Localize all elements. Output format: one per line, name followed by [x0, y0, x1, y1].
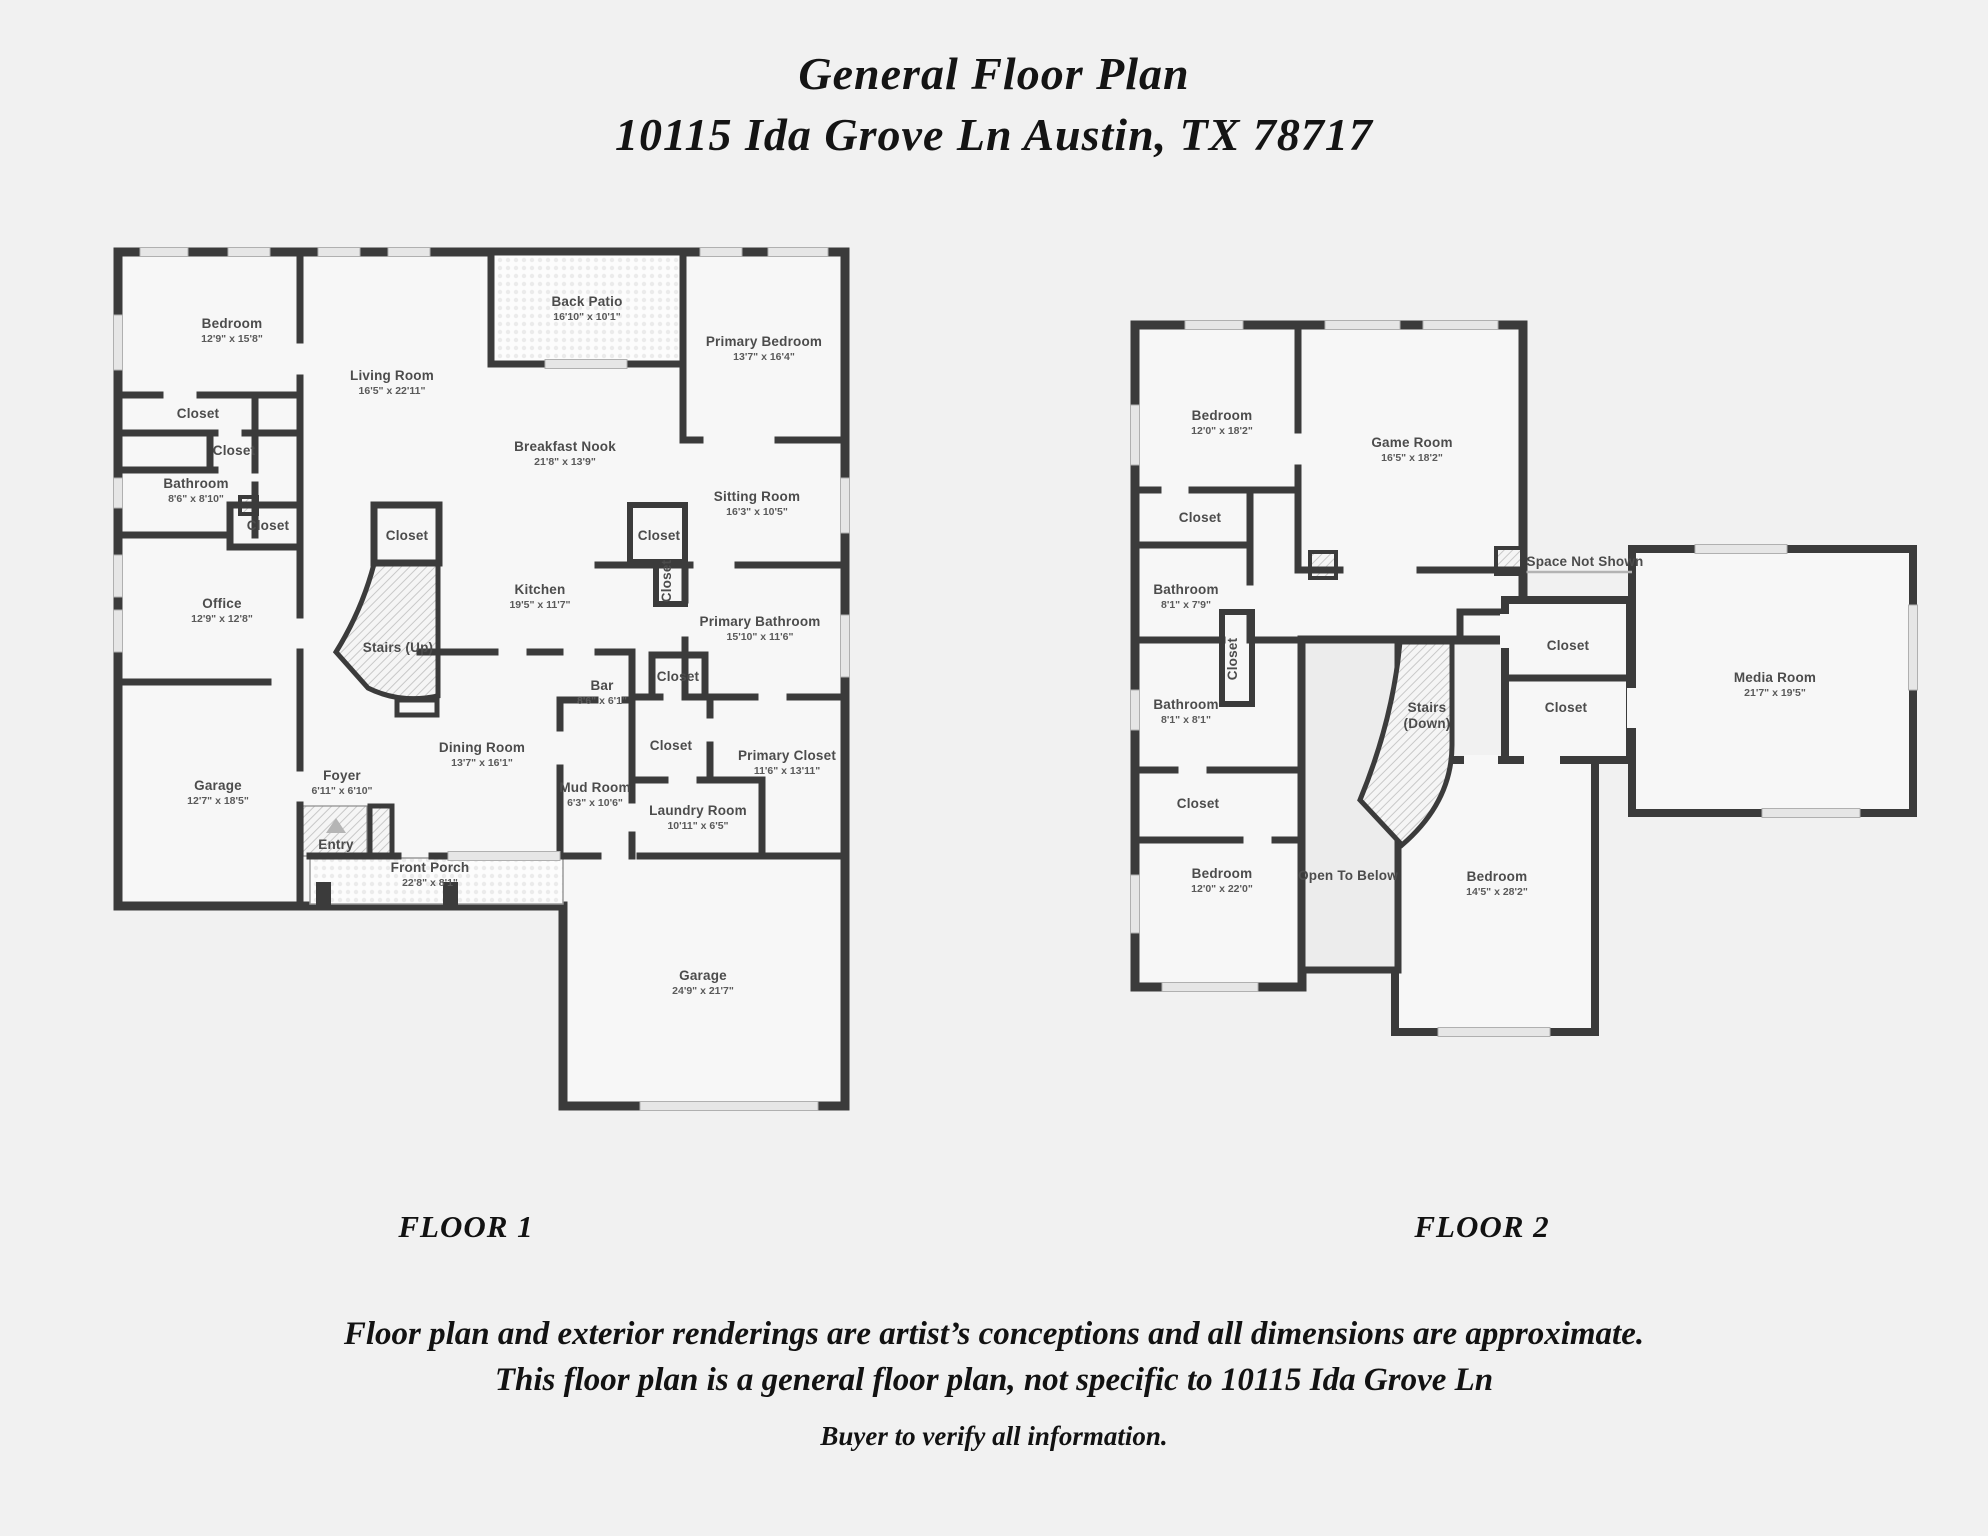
room-dimensions: 16'3" x 10'5"	[726, 506, 788, 518]
room-dimensions: 10'11" x 6'5"	[667, 820, 729, 832]
room-dimensions: 21'8" x 13'9"	[534, 456, 596, 468]
room-label: Stairs	[1407, 700, 1447, 715]
room-dimensions: 12'9" x 15'8"	[201, 333, 263, 345]
room-label: Front Porch	[390, 860, 470, 875]
room-dimensions: 16'5" x 22'11"	[358, 385, 426, 397]
room-label: Closet	[1178, 510, 1222, 525]
room-label: Breakfast Nook	[514, 439, 616, 454]
wall-post	[1310, 552, 1336, 578]
room-label: Closet	[659, 559, 674, 603]
room-label: Office	[202, 596, 242, 611]
room-dimensions: 8'1" x 7'9"	[1161, 599, 1211, 611]
room-label: Bedroom	[1466, 869, 1528, 884]
room-dimensions: 21'7" x 19'5"	[1744, 687, 1806, 699]
room-dimensions: 8'1" x 8'1"	[1161, 714, 1211, 726]
room-label: Closet	[1546, 638, 1590, 653]
room-dimensions: 12'7" x 18'5"	[187, 795, 249, 807]
room-dimensions: 24'9" x 21'7"	[672, 985, 734, 997]
room-label: Closet	[246, 518, 290, 533]
floor2-plan	[1131, 321, 1918, 1037]
room-label: Closet	[385, 528, 429, 543]
floor1-plan	[114, 248, 850, 1111]
room-label: Laundry Room	[649, 803, 747, 818]
disclaimer-line2: This floor plan is a general floor plan, not specific to 10115 Ida Grove Ln	[494, 1361, 1494, 1398]
entry-pillar	[370, 806, 392, 856]
disclaimer-line3: Buyer to verify all information.	[820, 1421, 1168, 1452]
room-label: Bar	[590, 678, 614, 693]
page-subtitle: 10115 Ida Grove Ln Austin, TX 78717	[615, 108, 1373, 160]
room-dimensions: 12'9" x 12'8"	[191, 613, 253, 625]
room-dimensions: 11'6" x 13'11"	[753, 765, 821, 777]
room-dimensions: 12'0" x 22'0"	[1191, 883, 1253, 895]
room-label: Bedroom	[1191, 408, 1253, 423]
floor1-caption: FLOOR 1	[398, 1209, 534, 1244]
porch-pillar	[316, 882, 331, 906]
room-label: (Down)	[1403, 716, 1451, 731]
room-dimensions: 19'5" x 11'7"	[509, 599, 571, 611]
room-label: Sitting Room	[713, 489, 801, 504]
room-label: Primary Bedroom	[705, 334, 823, 349]
room-label: Space Not Shown	[1526, 554, 1644, 569]
room-label: Back Patio	[551, 294, 623, 309]
room-label: Closet	[649, 738, 693, 753]
page-title: General Floor Plan	[798, 48, 1190, 99]
room-dimensions: 8'6" x 8'10"	[168, 493, 224, 505]
room-label: Living Room	[350, 368, 434, 383]
room-label: Bedroom	[201, 316, 263, 331]
room-label: Media Room	[1733, 670, 1817, 685]
room-label: Closet	[1544, 700, 1588, 715]
room-dimensions: 6'3" x 10'6"	[567, 797, 623, 809]
room-dimensions: 8'6" x 6'1"	[577, 695, 627, 707]
room-dimensions: 22'8" x 8'1"	[402, 877, 458, 889]
room-dimensions: 6'11" x 6'10"	[311, 785, 373, 797]
room-label: Closet	[656, 669, 700, 684]
room-label: Foyer	[323, 768, 361, 783]
room-dimensions: 15'10" x 11'6"	[726, 631, 794, 643]
room-label: Kitchen	[514, 582, 566, 597]
room-dimensions: 14'5" x 28'2"	[1466, 886, 1528, 898]
room-label: Closet	[212, 443, 256, 458]
room-label: Closet	[1225, 637, 1240, 681]
room-label: Mud Room	[559, 780, 631, 795]
room-dimensions: 16'5" x 18'2"	[1381, 452, 1443, 464]
room-label: Bedroom	[1191, 866, 1253, 881]
room-dimensions: 16'10" x 10'1"	[553, 311, 621, 323]
room-label: Primary Bathroom	[699, 614, 821, 629]
disclaimer-line1: Floor plan and exterior renderings are artist’s conceptions and all dimensions are approximate.	[343, 1316, 1645, 1352]
room-dimensions: 13'7" x 16'4"	[733, 351, 795, 363]
room-label: Closet	[176, 406, 220, 421]
room-dimensions: 13'7" x 16'1"	[451, 757, 513, 769]
room-label: Closet	[637, 528, 681, 543]
room-label: Bathroom	[163, 476, 229, 491]
floor2-caption: FLOOR 2	[1414, 1209, 1550, 1244]
room-label: Dining Room	[438, 740, 526, 755]
room-label: Primary Closet	[737, 748, 837, 763]
disclaimer-block	[0, 1312, 1988, 1452]
room-label: Open To Below	[1298, 868, 1398, 883]
room-label: Entry	[318, 837, 354, 852]
room-label: Garage	[679, 968, 727, 983]
room-dimensions: 12'0" x 18'2"	[1191, 425, 1253, 437]
stair-newel	[397, 700, 437, 715]
room-label: Bathroom	[1153, 582, 1219, 597]
room-label: Closet	[1176, 796, 1220, 811]
room-label: Stairs (Up)	[362, 640, 434, 655]
room-label: Bathroom	[1153, 697, 1219, 712]
room-label: Garage	[194, 778, 242, 793]
room-label: Game Room	[1371, 435, 1453, 450]
